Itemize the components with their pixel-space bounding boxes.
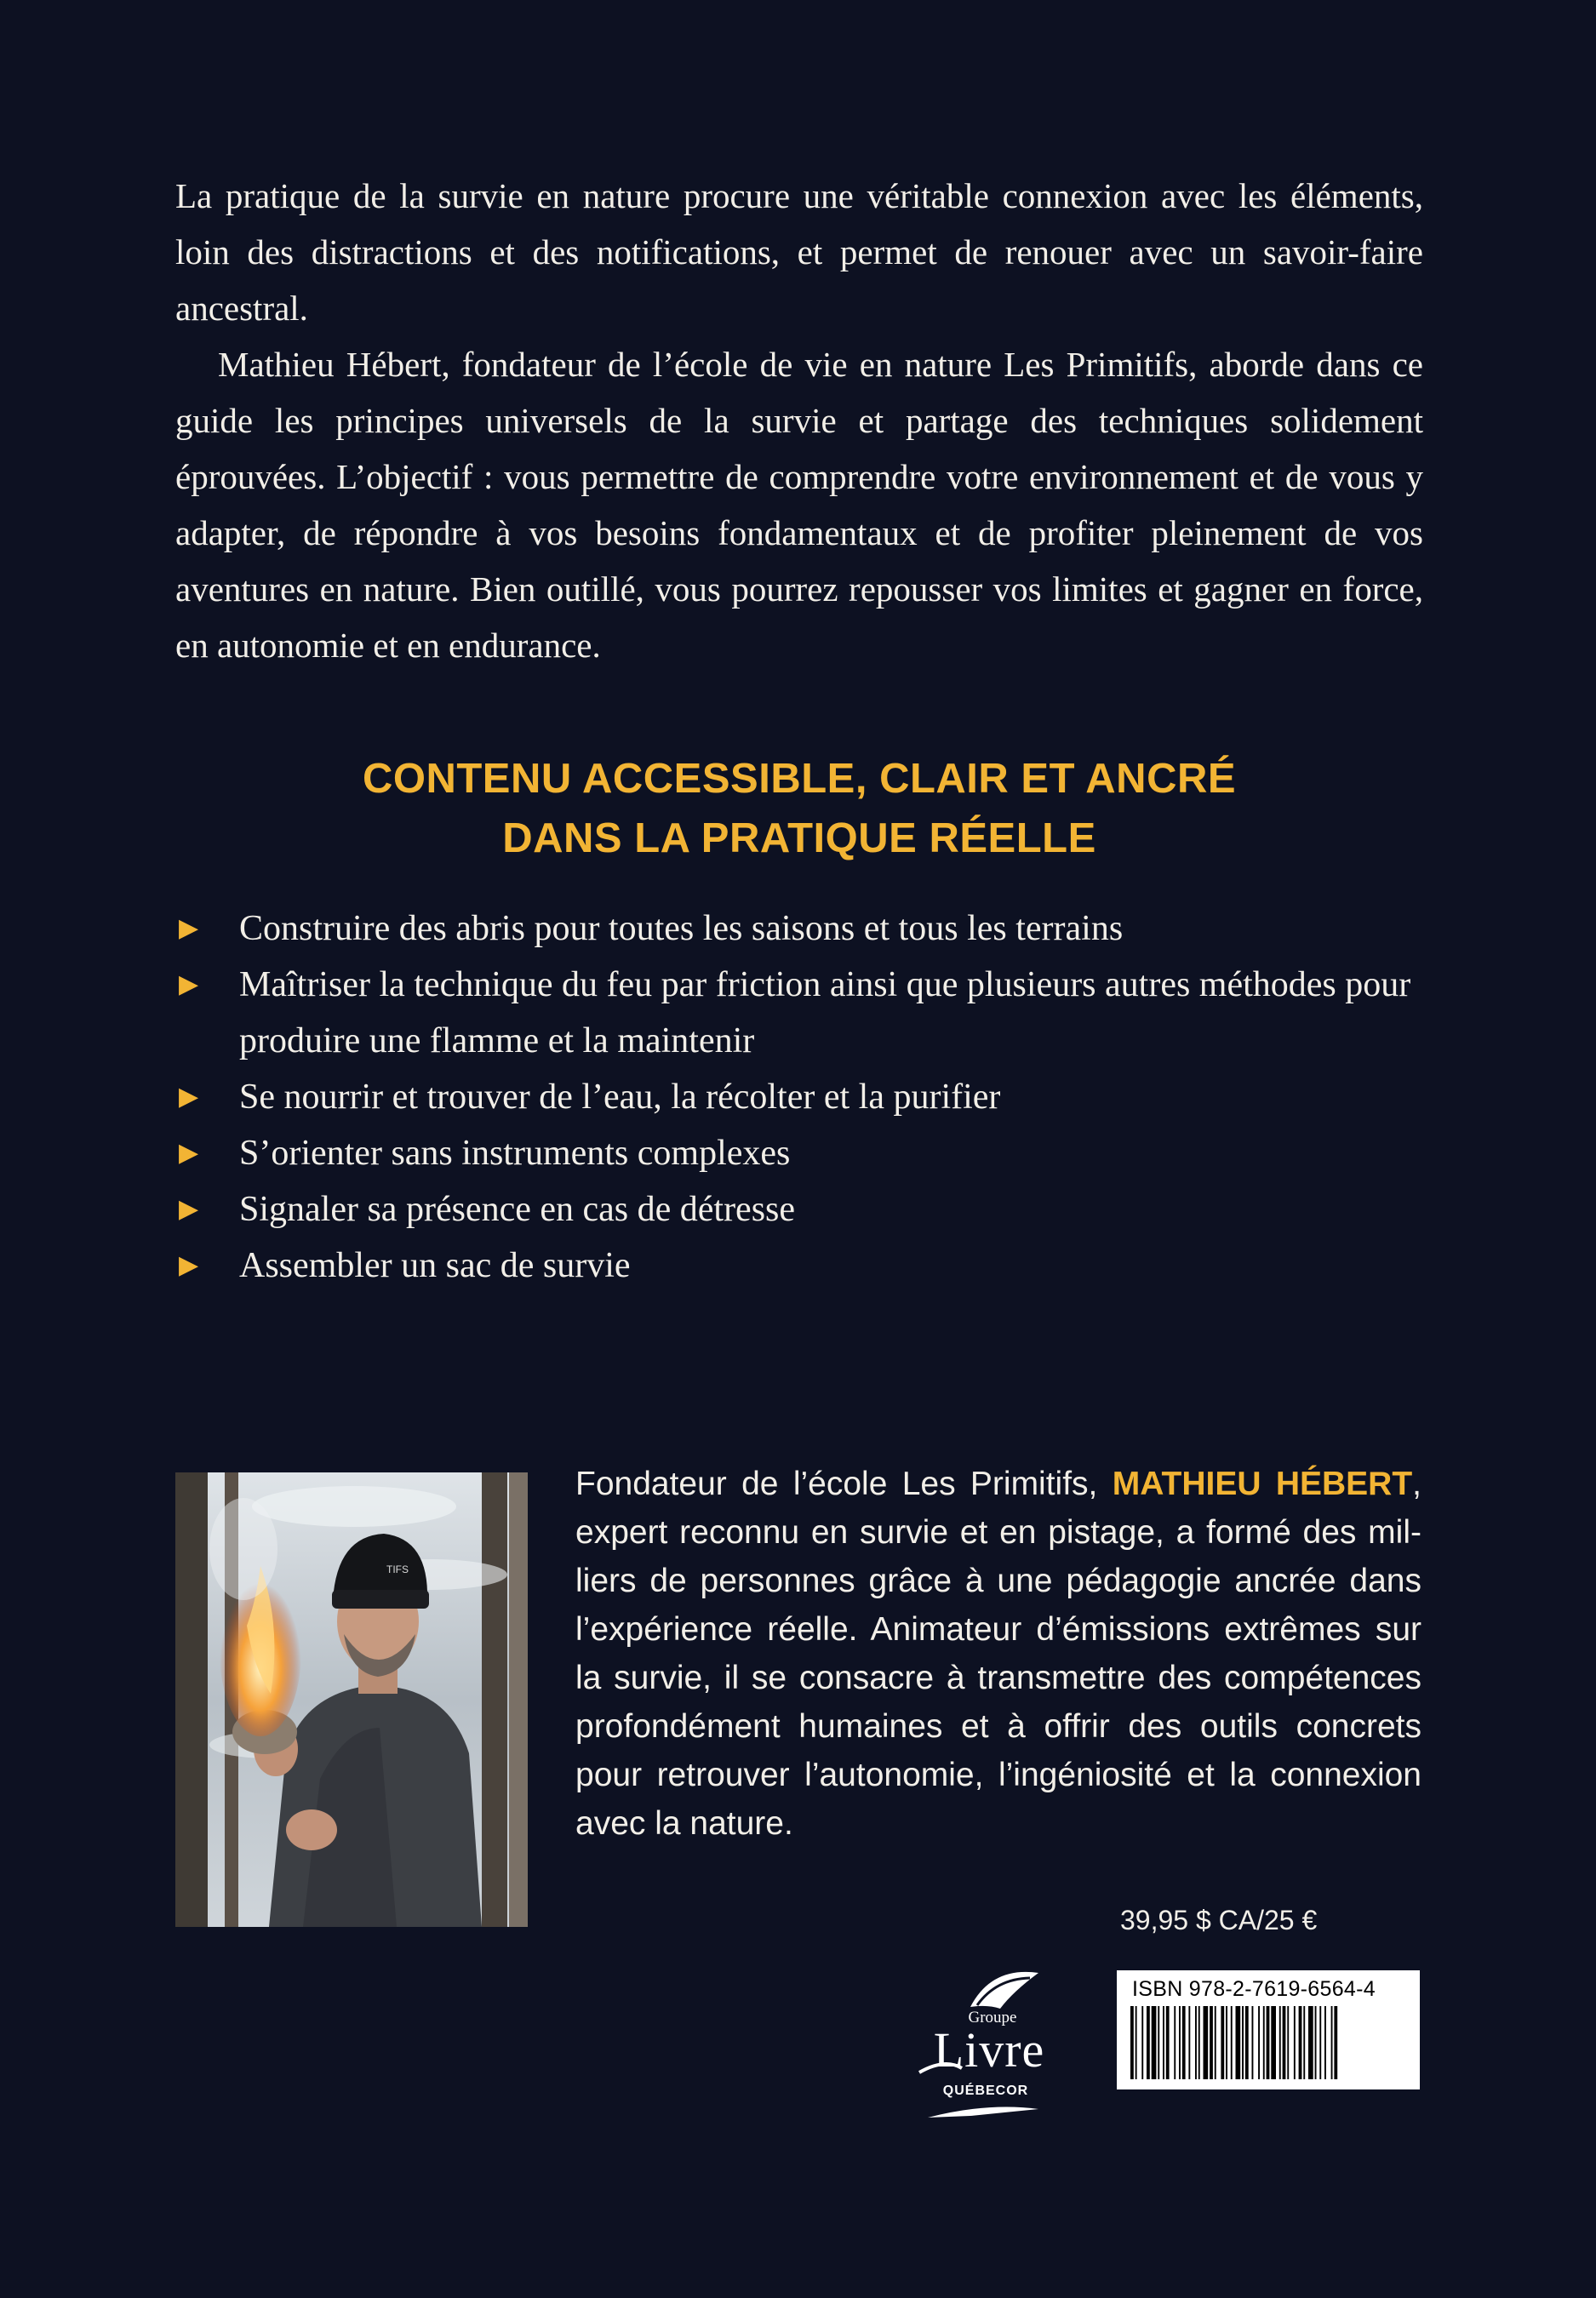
author-photo-illustration — [175, 1472, 528, 1927]
publisher-name: Livre — [933, 2022, 1045, 2078]
barcode-bar — [1294, 2006, 1296, 2079]
list-item — [175, 1069, 1423, 1125]
features-list — [175, 900, 1423, 1294]
barcode-bar — [1198, 2006, 1200, 2079]
bullet-arrow-icon: ▶ — [179, 1250, 199, 1280]
barcode-bar — [1279, 2006, 1281, 2079]
section-heading — [175, 749, 1423, 868]
barcode-bar — [1258, 2006, 1260, 2079]
barcode-bar — [1179, 2006, 1181, 2079]
intro-paragraph-1: La pratique de la survie en nature procure une véritable connexion avec les éléments, loin des distractions et des notifications, et permet de renouer avec un savoir-faire ancestral. — [175, 176, 1423, 328]
author-bio-intro: Fondateur de l’école Les Primitifs, — [575, 1466, 1113, 1502]
barcode-bar — [1163, 2006, 1164, 2079]
barcode-bar — [1231, 2006, 1233, 2079]
barcode-bar — [1130, 2006, 1134, 2079]
publisher-brand: QUÉBECOR — [942, 2084, 1029, 2098]
section-heading-line-1: CONTENU ACCESSIBLE, CLAIR ET ANCRÉ — [362, 756, 1237, 802]
barcode-bar — [1174, 2006, 1176, 2079]
barcode-bar — [1245, 2006, 1249, 2079]
barcode-bar — [1271, 2006, 1276, 2079]
bullet-arrow-icon: ▶ — [179, 969, 199, 999]
bullet-arrow-icon: ▶ — [179, 1194, 199, 1224]
publisher-logo — [911, 1966, 1064, 2119]
barcode-bar — [1215, 2006, 1216, 2079]
list-item — [175, 1181, 1423, 1238]
author-bio-text: , expert reconnu en survie et en pistage, a formé des milliers de personnes grâce à une pédagogie ancrée dans l’expérience réelle. Animateur d’émissions extrêmes sur la survie, il se consacre à transmettre des compétences profondément humaines et à offrir des outils concrets pour retrouver l’autonomie, l’ingéniosité et la connexion avec la nature. — [575, 1466, 1422, 1842]
barcode-bar — [1287, 2006, 1289, 2079]
barcode-bar — [1303, 2006, 1305, 2079]
barcode-icon — [1130, 2006, 1406, 2079]
barcode-bar — [1204, 2006, 1209, 2079]
barcode-bar — [1141, 2006, 1143, 2079]
barcode-bar — [1147, 2006, 1150, 2079]
barcode-bar — [1221, 2006, 1224, 2079]
price-label: 39,95 $ CA/25 € — [1120, 1905, 1318, 1935]
barcode-bar — [1315, 2006, 1317, 2079]
barcode-bar — [1263, 2006, 1265, 2079]
barcode-bar — [1166, 2006, 1170, 2079]
section-heading-line-2: DANS LA PRATIQUE RÉELLE — [502, 815, 1096, 861]
barcode-bar — [1152, 2006, 1157, 2079]
barcode-bar — [1158, 2006, 1159, 2079]
list-item — [175, 957, 1423, 1069]
barcode-bar — [1334, 2006, 1337, 2079]
isbn-label: ISBN 978-2-7619-6564-4 — [1132, 1977, 1376, 2001]
back-cover-description — [175, 168, 1423, 673]
barcode-bar — [1324, 2006, 1326, 2079]
barcode-bar — [1210, 2006, 1213, 2079]
barcode-bar — [1242, 2006, 1244, 2079]
list-item-text: S’orienter sans instruments complexes — [239, 1134, 791, 1173]
bullet-arrow-icon: ▶ — [179, 913, 199, 943]
barcode-bar — [1136, 2006, 1137, 2079]
barcode-bar — [1331, 2006, 1333, 2079]
list-item-text: Assembler un sac de survie — [239, 1246, 631, 1285]
barcode-bar — [1283, 2006, 1286, 2079]
list-item — [175, 1238, 1423, 1294]
publisher-group-label: Groupe — [968, 2009, 1017, 2026]
bullet-arrow-icon: ▶ — [179, 1082, 199, 1112]
barcode-bar — [1195, 2006, 1197, 2079]
list-item-text: Signaler sa présence en cas de détresse — [239, 1190, 796, 1229]
list-item-text: Maîtriser la technique du feu par friction ainsi que plusieurs autres méthodes pour produire une flamme et la maintenir — [239, 965, 1411, 1060]
barcode-bar — [1188, 2006, 1190, 2079]
barcode-bar — [1252, 2006, 1254, 2079]
barcode-bar — [1226, 2006, 1227, 2079]
barcode-bar — [1236, 2006, 1241, 2079]
barcode-bar — [1182, 2006, 1186, 2079]
list-item — [175, 900, 1423, 957]
bullet-arrow-icon: ▶ — [179, 1138, 199, 1168]
intro-paragraph-2: Mathieu Hébert, fondateur de l’école de vie en nature Les Primitifs, aborde dans ce guide les principes universels de la survie et partage des techniques solidement éprouvées. L’objectif : vous permettre de comprendre votre environnement et de vous y adapter, de répondre à vos besoins fondamentaux et de profiter pleinement de vos aventures en nature. Bien outillé, vous pourrez repousser vos limites et gagner en force, en autonomie et en endurance. — [175, 345, 1423, 665]
author-photo — [175, 1472, 528, 1927]
barcode-bar — [1319, 2006, 1321, 2079]
author-name: MATHIEU HÉBERT — [1112, 1466, 1413, 1502]
list-item-text: Se nourrir et trouver de l’eau, la récolter et la purifier — [239, 1078, 1001, 1117]
isbn-barcode-box — [1117, 1970, 1420, 2089]
author-bio — [575, 1460, 1422, 1848]
svg-text:TIFS: TIFS — [386, 1563, 409, 1575]
barcode-bar — [1299, 2006, 1302, 2079]
barcode-bar — [1308, 2006, 1313, 2079]
barcode-bar — [1267, 2006, 1270, 2079]
list-item — [175, 1125, 1423, 1181]
list-item-text: Construire des abris pour toutes les saisons et tous les terrains — [239, 909, 1124, 948]
